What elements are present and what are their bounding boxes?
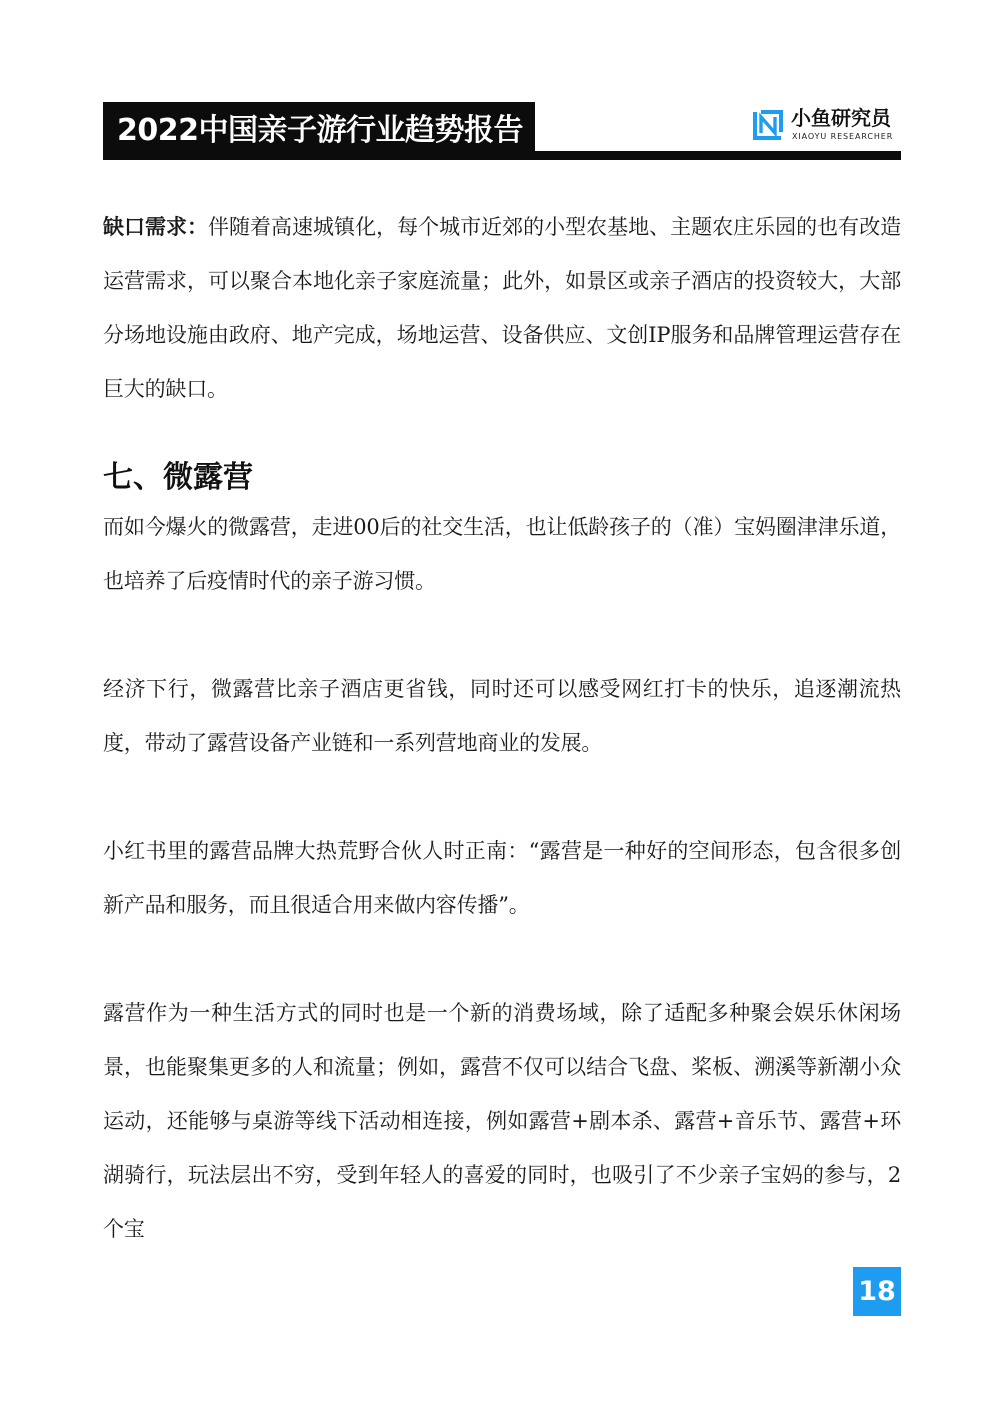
paragraph-spacer [103, 770, 901, 824]
n-square-logo-icon [751, 108, 785, 142]
paragraph-lead: 缺口需求： [103, 214, 209, 239]
paragraph-economy: 经济下行，微露营比亲子酒店更省钱，同时还可以感受网红打卡的快乐，追逐潮流热度，带动了露营设备产业链和一系列营地商业的发展。 [103, 677, 901, 755]
paragraph-text: 伴随着高速城镇化，每个城市近郊的小型农基地、主题农庄乐园的也有改造运营需求，可以聚合本地化亲子家庭流量；此外，如景区或亲子酒店的投资较大，大部分场地设施由政府、地产完成，场地运营、设备供应、文创IP服务和品牌管理运营存在巨大的缺口。 [103, 215, 901, 401]
paragraph-lifestyle: 露营作为一种生活方式的同时也是一个新的消费场域，除了适配多种聚会娱乐休闲场景，也能聚集更多的人和流量；例如，露营不仅可以结合飞盘、桨板、溯溪等新潮小众运动，还能够与桌游等线下活动相连接，例如露营+剧本杀、露营+音乐节、露营+环湖骑行，玩法层出不穷，受到年轻人的喜爱的同时，也吸引了不少亲子宝妈的参与，2个宝 [103, 1001, 901, 1241]
report-title: 2022中国亲子游行业趋势报告 [103, 102, 535, 160]
main-content [103, 200, 901, 1256]
page-number: 18 [853, 1267, 901, 1316]
paragraph-spacer [103, 608, 901, 662]
brand-subtitle: XIAOYU RESEARCHER [792, 132, 894, 141]
paragraph-gap-demand [103, 200, 901, 416]
paragraph-micro-camping-intro: 而如今爆火的微露营，走进00后的社交生活，也让低龄孩子的（准）宝妈圈津津乐道，也培养了后疫情时代的亲子游习惯。 [103, 515, 901, 593]
header-divider [103, 151, 901, 160]
paragraph-spacer [103, 932, 901, 986]
paragraph-quote: 小红书里的露营品牌大热荒野合伙人时正南：“露营是一种好的空间形态，包含很多创新产品和服务，而且很适合用来做内容传播”。 [103, 839, 901, 917]
section-heading: 七、微露营 [103, 460, 253, 495]
brand-block [751, 104, 901, 146]
brand-name: 小鱼研究员 [791, 106, 891, 130]
